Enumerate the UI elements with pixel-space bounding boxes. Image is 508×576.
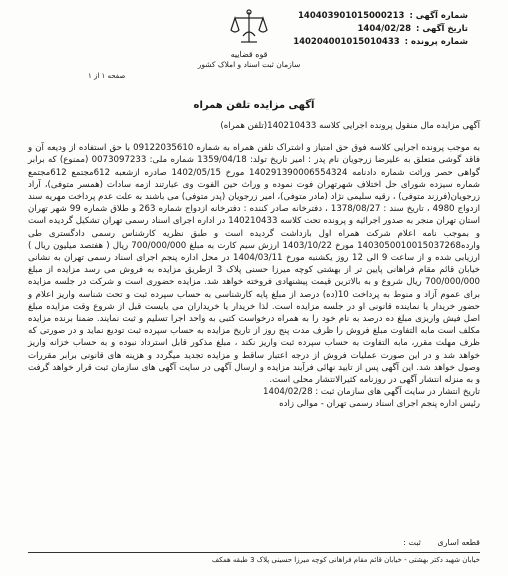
footer-address: خیابان شهید دکتر بهشتی - خیابان قائم مقام فراهانی کوچه میرزا حسینی پلاک 3 طبقه همکف	[211, 556, 480, 564]
sign-right: قطعه اساری	[437, 538, 480, 547]
notice-subtitle: آگهی مزایده مال منقول پرونده اجرایی کلاسه 140210433(تلفن همراه)	[220, 121, 480, 131]
notice-date-value: 1404/02/28	[357, 24, 412, 34]
notice-number-value: 140403901015000213	[298, 11, 405, 21]
case-number-value: 140204001015010433	[293, 37, 400, 47]
notice-number-row	[293, 10, 468, 23]
notice-number-label: شماره آگهی :	[409, 11, 468, 21]
page-number: صفحه ۱ از ۱	[88, 72, 126, 80]
notice-title: آگهی مزایده تلفن همراه	[193, 100, 315, 111]
footer-divider	[28, 552, 480, 553]
org-name-line1: قوه قضاییه	[230, 50, 268, 59]
notice-meta	[293, 10, 468, 49]
case-number-label: شماره پرونده :	[404, 37, 468, 47]
sign-row	[389, 538, 480, 547]
org-name-line2: سازمان ثبت اسناد و املاک کشور	[197, 60, 301, 69]
publish-date-line: تاریخ انتشار در سایت آگهی های سازمان ثبت : 1404/02/28	[263, 387, 480, 398]
notice-paragraph: به موجب پرونده اجرایی کلاسه فوق حق امتیاز و اشتراک تلفن همراه به شماره 09122035610 با حق استفاده از ودیعه آن و فاقد گوشی متعلق به علیرضا زرجویان نام پدر : امیر تاریخ تولد: 1359/04/18 شماره ملی: 0073097233 (ممنوع) که برابر گواهی حصر وراثت شماره دادنامه 140291390006554324 مورخ 1402/05/15 صادره ازشعبه 612مجتمع 612مجتمع شماره سیزده شورای حل اختلاف شهرتهران فوت نموده و وراث حین الفوت وی عبارتند ازمه سادات (همسر متوفی)، آراد زرجویان(فرزند متوفی) ، رقیه سلیمی نژاد (مادر متوفی)، امیر زرجویان (پدر متوفی) می باشند به علت عدم پرداخت مهریه سند ازدواج 4980 ، تاریخ سند : 1378/08/27 ، دفترخانه صادر کننده : دفترخانه ازدواج شماره 263 و طلاق شماره 99 شهر تهران استان تهران منجر به صدور اجرائیه و پرونده تحت کلاسه 140210433 در اداره اجرای اسناد رسمی تهران تشکیل گردیده است و بموجب نامه اعلام شرکت همراه اول بازداشت گردیده است و طبق نظریه کارشناس رسمی دادگستری طی وارده1403050010015037268 مورخ 1403/10/22 ارزش سیم کارت به مبلغ 700/000/000 ریال ( هفتصد میلیون ریال ) ارزیابی شده و از ساعت 9 الی 12 روز یکشنبه مورخ 1404/03/11 در محل اداره پنجم اجرای اسناد رسمی تهران به نشانی خیابان قائم مقام فراهانی پایین تر از بهشتی کوچه میرزا حسنی پلاک 3 ازطریق مزایده به فروش می رسد مزایده از مبلغ 700/000/000 ریال شروع و به بالاترین قیمت پیشنهادی فروخته خواهد شد. مزایده حضوری است و شرکت در جلسه مزایده برای عموم آزاد و منوط به پرداخت 10(ده) درصد از مبلغ پایه کارشناسی به حساب سپرده ثبت و تحت شناسه واریز اعلام و حضور خریدار یا نماینده قانونی او در جلسه مزایده است. لذا خریدار یا خریداران می بایست قبل از شروع وقت مزایده مبلغ اصل فیش واریزی مبلغ ده درصد به نام خود را به همراه درخواست کتبی به واحد اجرا تسلیم و ثبت نمایند. ضمنا برنده مزایده مکلف است مابه التفاوت مبلغ فروش را ظرف مدت پنج روز از تاریخ مزایده به حساب سپرده ثبت تودیع نماید و در صورتی که ظرف مهلت مقرر، مابه التفاوت به حساب سپرده ثبت واریز نکند ، مبلغ مذکور قابل استرداد نبوده و به حساب خزانه واریز خواهد شد و در این صورت عملیات فروش از درجه اعتبار ساقط و مزایده تجدید میگردد و هزینه های قانونی برابر مقررات وصول خواهد شد. این آگهی پس از تایید نهائی فرآیند مزایده و ارسال آگهی در سایت آگهی های سازمان ثبت قرار خواهد گرفت و به منزله انتشار آگهی در روزنامه کثیرالانتشار محلی است.	[28, 143, 480, 386]
judiciary-emblem-icon	[227, 8, 271, 48]
sign-left: ثبت :	[403, 538, 421, 547]
signature-line: رئیس اداره پنجم اجرای اسناد رسمی تهران - موالی زاده	[279, 399, 480, 410]
notice-date-row	[293, 23, 468, 36]
notice-date-label: تاریخ آگهی :	[416, 24, 468, 34]
emblem-block	[190, 8, 308, 69]
case-number-row	[293, 36, 468, 49]
notice-body	[28, 120, 480, 411]
